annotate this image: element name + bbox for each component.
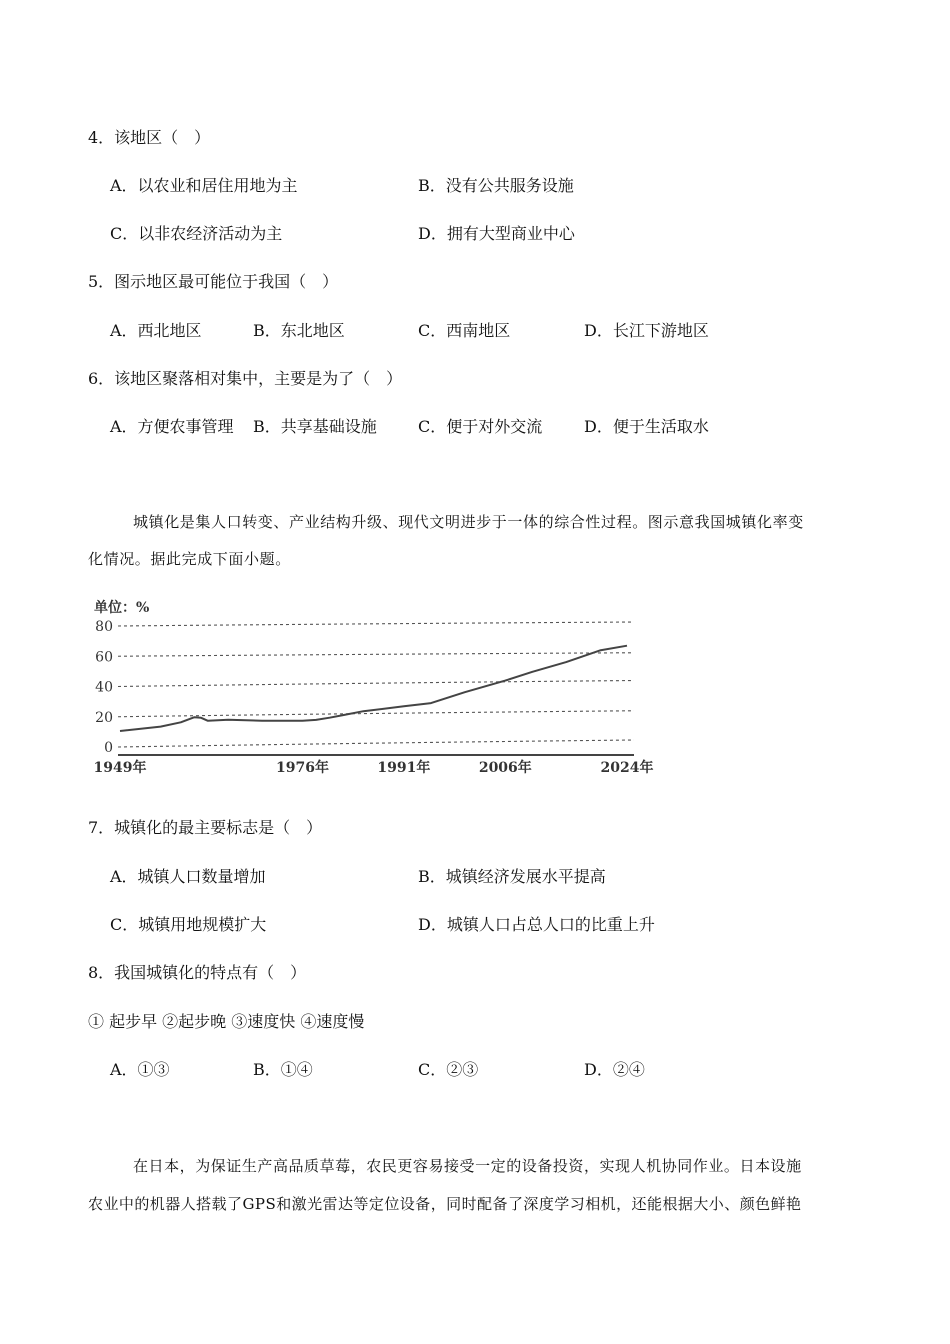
urbanization-rate-chart xyxy=(86,592,654,784)
question-8-option-c[interactable]: C．②③ xyxy=(418,1060,479,1079)
question-5-option-d[interactable]: D．长江下游地区 xyxy=(584,321,709,340)
question-8-option-b[interactable]: B．①④ xyxy=(253,1060,313,1079)
y-tick-label: 80 xyxy=(95,619,113,635)
question-5-option-c[interactable]: C．西南地区 xyxy=(418,321,511,340)
question-4-option-d[interactable]: D．拥有大型商业中心 xyxy=(418,224,575,243)
urbanization-rate-line xyxy=(120,646,627,731)
passage-1-line-1: 城镇化是集人口转变、产业结构升级、现代文明进步于一体的综合性过程。图示意我国城镇化率变 xyxy=(133,513,804,531)
gridline xyxy=(118,740,634,747)
question-5-option-b[interactable]: B．东北地区 xyxy=(253,321,345,340)
question-5-stem: 5．图示地区最可能位于我国（ ） xyxy=(88,272,339,291)
gridline xyxy=(118,653,634,657)
question-8-stem: 8．我国城镇化的特点有（ ） xyxy=(88,963,307,982)
question-5-option-a[interactable]: A．西北地区 xyxy=(110,321,202,340)
question-6-option-d[interactable]: D．便于生活取水 xyxy=(584,417,709,436)
x-tick-label: 1991年 xyxy=(377,760,431,776)
question-6-stem: 6．该地区聚落相对集中，主要是为了（ ） xyxy=(88,369,403,388)
x-tick-label: 2024年 xyxy=(600,760,654,776)
question-7-option-d[interactable]: D．城镇人口占总人口的比重上升 xyxy=(418,915,655,934)
passage-2-line-1: 在日本，为保证生产高品质草莓，农民更容易接受一定的设备投资，实现人机协同作业。日本设施 xyxy=(133,1157,802,1175)
passage-1-line-2: 化情况。据此完成下面小题。 xyxy=(88,550,291,568)
x-tick-label: 1949年 xyxy=(93,760,147,776)
question-6-option-b[interactable]: B．共享基础设施 xyxy=(253,417,377,436)
passage-2-line-2: 农业中的机器人搭载了GPS和激光雷达等定位设备，同时配备了深度学习相机，还能根据大小、颜色鲜艳 xyxy=(88,1195,802,1213)
question-8-items: ① 起步早 ②起步晚 ③速度快 ④速度慢 xyxy=(88,1012,365,1031)
gridline xyxy=(118,681,634,687)
chart-unit-label: 单位：% xyxy=(94,600,150,616)
question-4-option-a[interactable]: A．以农业和居住用地为主 xyxy=(110,176,298,195)
gridline xyxy=(118,622,634,626)
question-7-option-c[interactable]: C．城镇用地规模扩大 xyxy=(110,915,267,934)
gridline xyxy=(118,711,634,717)
y-tick-label: 20 xyxy=(95,709,113,726)
question-7-stem: 7．城镇化的最主要标志是（ ） xyxy=(88,818,323,837)
question-7-option-b[interactable]: B．城镇经济发展水平提高 xyxy=(418,867,606,886)
question-4-option-c[interactable]: C．以非农经济活动为主 xyxy=(110,224,283,243)
y-tick-label: 40 xyxy=(95,679,113,696)
x-tick-label: 2006年 xyxy=(478,760,532,776)
y-tick-label: 60 xyxy=(95,649,113,666)
y-tick-label: 0 xyxy=(104,740,113,756)
question-6-option-a[interactable]: A．方便农事管理 xyxy=(110,417,234,436)
question-8-option-d[interactable]: D．②④ xyxy=(584,1060,645,1079)
question-8-option-a[interactable]: A．①③ xyxy=(110,1060,170,1079)
x-tick-label: 1976年 xyxy=(276,760,330,776)
question-4-stem: 4．该地区（ ） xyxy=(88,128,211,147)
question-7-option-a[interactable]: A．城镇人口数量增加 xyxy=(110,867,266,886)
question-4-option-b[interactable]: B．没有公共服务设施 xyxy=(418,176,574,195)
question-6-option-c[interactable]: C．便于对外交流 xyxy=(418,417,543,436)
